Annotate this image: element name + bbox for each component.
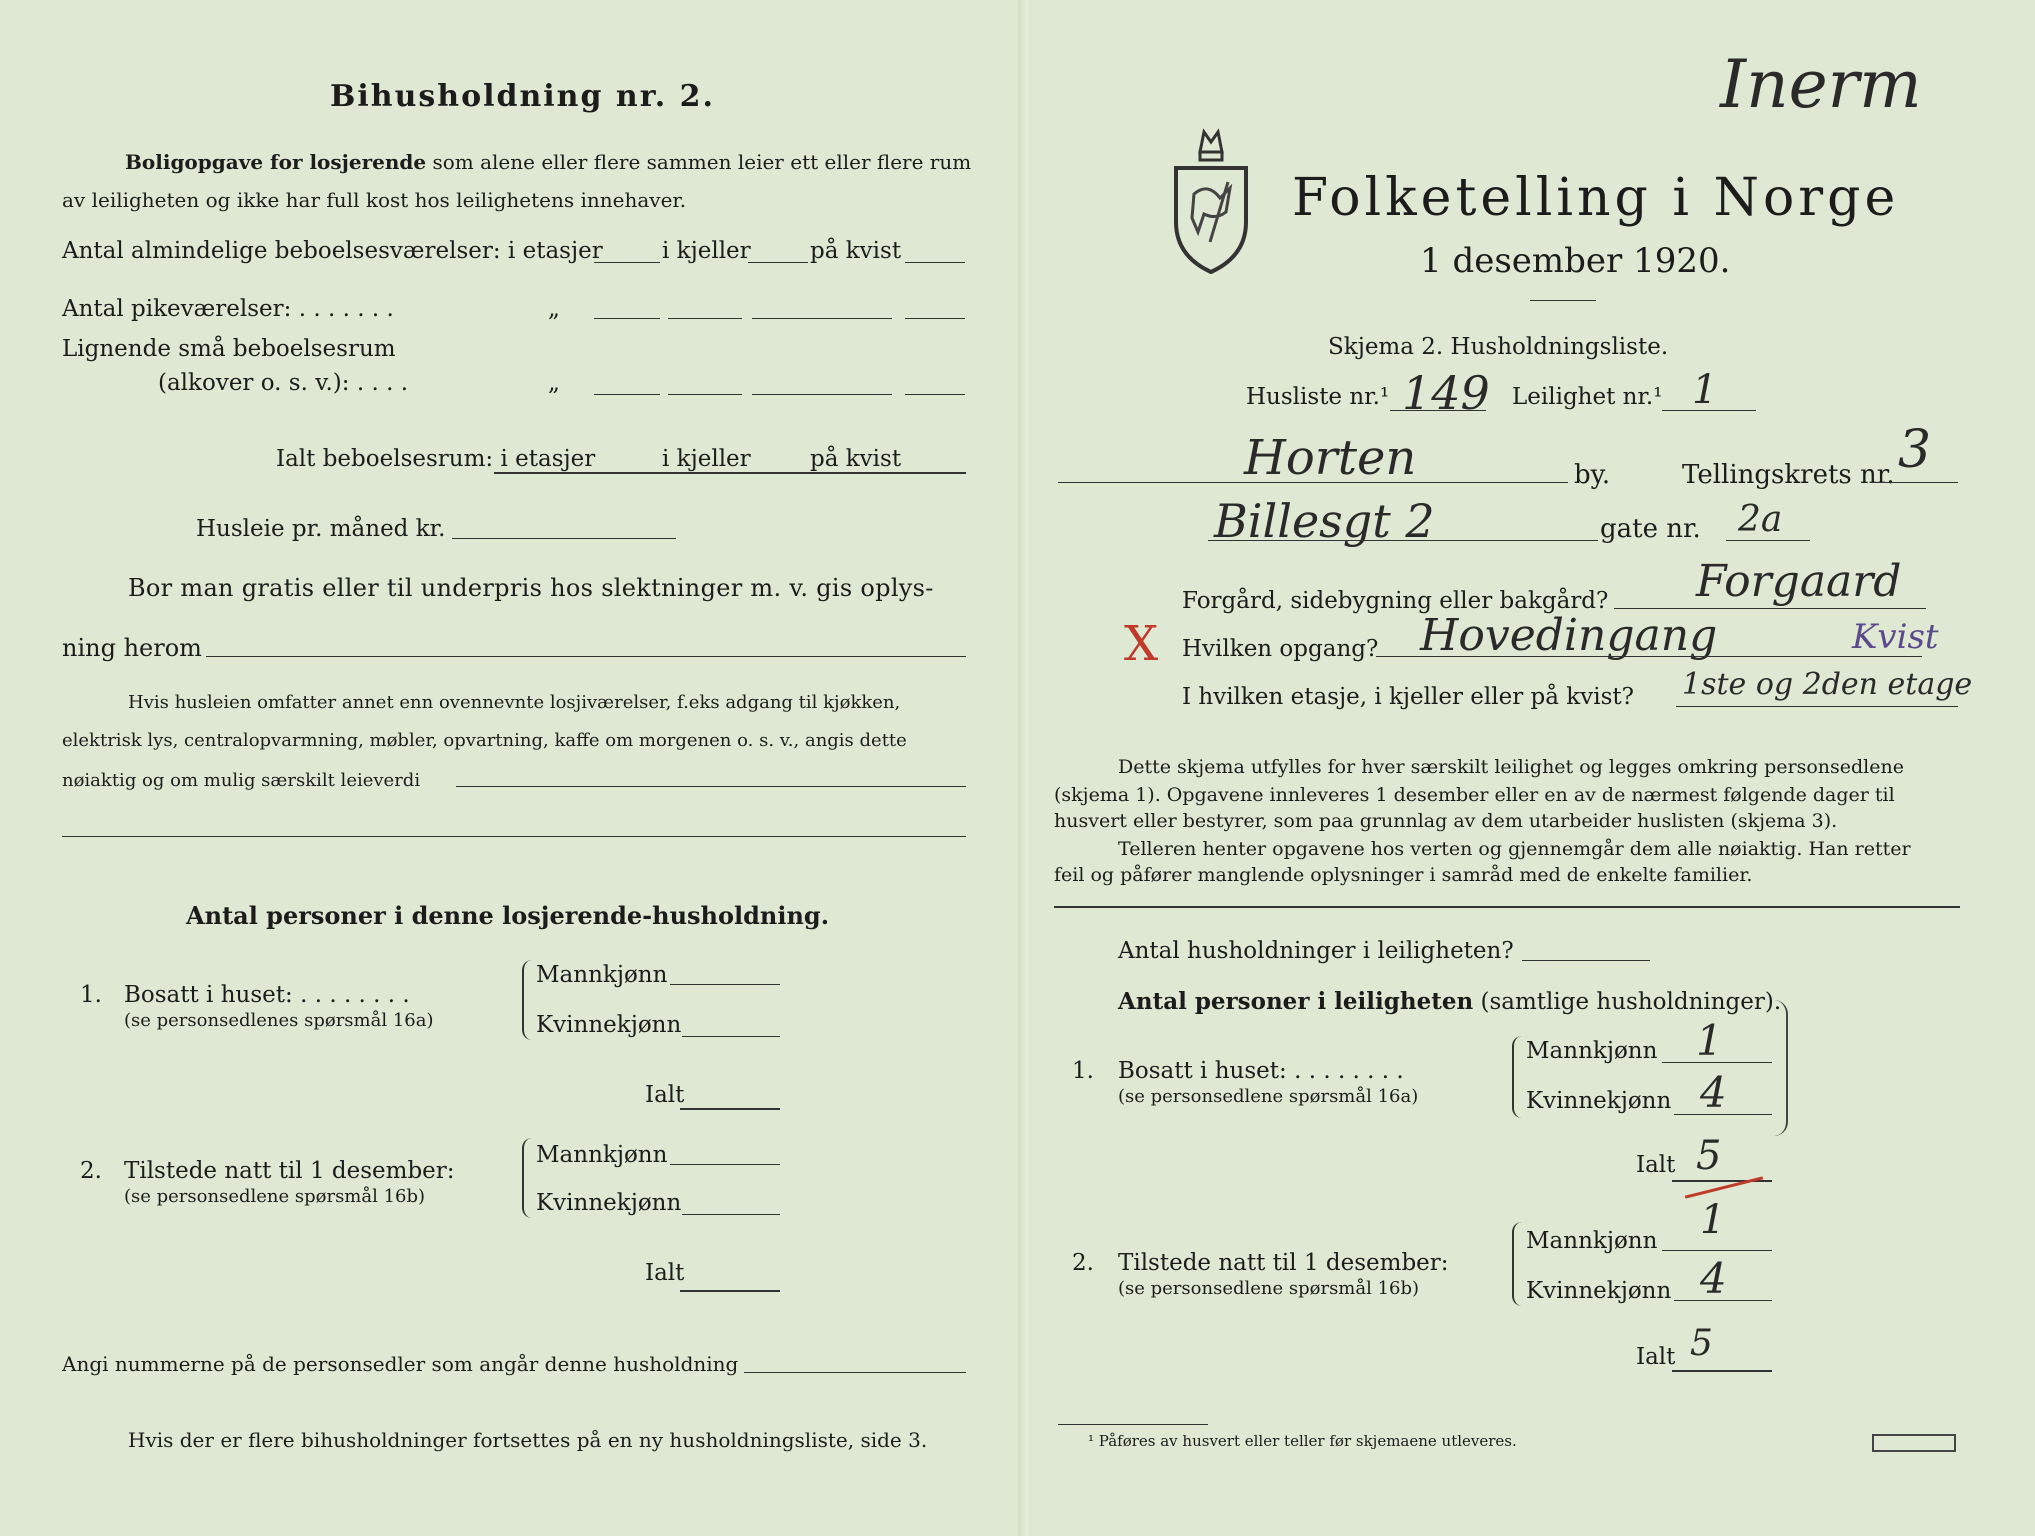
note-line3: husvert eller bestyrer, som paa grunnlag av dem utarbeider huslisten (skjema 3). <box>1054 810 1838 832</box>
note-line4: Telleren henter opgavene hos verten og gjennemgår dem alle nøiaktig. Han retter <box>1118 838 1911 860</box>
note-line5: feil og påfører manglende oplysninger i samråd med de enkelte familier. <box>1054 864 1753 886</box>
right-q1-kvinne-label: Kvinnekjønn <box>1526 1088 1672 1114</box>
right-q1-num: 1. <box>1072 1058 1094 1084</box>
hvis-line2: elektrisk lys, centralopvarmning, møbler, opvartning, kaffe om morgenen o. s. v., angis dette <box>62 730 907 751</box>
husliste-field[interactable] <box>1390 410 1486 411</box>
right-q2-mann-label: Mannkjønn <box>1526 1228 1658 1254</box>
printer-stamp <box>1872 1434 1956 1452</box>
left-q1-kvinne-field[interactable] <box>682 1036 780 1037</box>
alkover-mid-field[interactable] <box>752 394 892 395</box>
right-q1-label: Bosatt i huset: . . . . . . . . <box>1118 1058 1404 1084</box>
persons-heading-rest: (samtlige husholdninger). <box>1480 989 1782 1015</box>
left-q1-mann-field[interactable] <box>670 984 780 985</box>
left-q1-num: 1. <box>80 982 102 1008</box>
alkover-kvist-field[interactable] <box>905 394 965 395</box>
intro-bold: Boligopgave for losjerende <box>125 150 427 174</box>
footnote: ¹ Påføres av husvert eller teller før skjemaene utleveres. <box>1088 1432 1517 1450</box>
left-q1-mann-label: Mannkjønn <box>536 962 668 988</box>
right-q1-brace <box>1512 1036 1524 1118</box>
left-q2-label: Tilstede natt til 1 desember: <box>124 1158 455 1184</box>
angi-field[interactable] <box>744 1372 966 1373</box>
husliste-label: Husliste nr.¹ <box>1246 384 1390 410</box>
gate-field[interactable] <box>1726 540 1810 541</box>
opgang-mark: X <box>1124 616 1159 672</box>
krets-value: 3 <box>1898 420 1932 480</box>
alkover-ditto: „ <box>548 370 560 396</box>
ialt-kvist-label: på kvist <box>810 446 902 472</box>
right-q2-ialt-field[interactable] <box>1672 1370 1772 1372</box>
pike-label: Antal pikeværelser: . . . . . . . <box>62 296 394 322</box>
rooms-kvist-field[interactable] <box>905 262 965 263</box>
opgang-label: Hvilken opgang? <box>1182 636 1379 662</box>
right-q2-ialt-value: 5 <box>1690 1323 1713 1364</box>
rooms-kvist-label: på kvist <box>810 238 902 264</box>
left-q1-kvinne-label: Kvinnekjønn <box>536 1012 682 1038</box>
krets-field[interactable] <box>1870 482 1958 483</box>
right-q1-sub: (se personsedlene spørsmål 16a) <box>1118 1086 1419 1107</box>
left-q2-ialt-field[interactable] <box>680 1290 780 1292</box>
etasje-correction: Kvist <box>1852 617 1939 657</box>
note-line1: Dette skjema utfylles for hver særskilt leilighet og legges omkring personsedlene <box>1118 756 1904 778</box>
right-q2-mann-value: 1 <box>1700 1197 1726 1243</box>
left-q2-num: 2. <box>80 1158 102 1184</box>
left-intro-line2: av leiligheten og ikke har full kost hos leilighetens innehaver. <box>62 188 687 212</box>
hvis-line1: Hvis husleien omfatter annet enn ovennevnte losjiværelser, f.eks adgang til kjøkken, <box>128 692 901 713</box>
right-q1-ialt-label: Ialt <box>1636 1152 1676 1178</box>
opgang-value: Hovedingang <box>1420 610 1718 661</box>
pike-ditto: „ <box>548 296 560 322</box>
husleie-field[interactable] <box>452 538 676 539</box>
right-q2-sub: (se personsedlene spørsmål 16b) <box>1118 1278 1420 1299</box>
bor-line2: ning herom <box>62 634 202 662</box>
left-intro-line1 <box>125 152 971 172</box>
hush-field[interactable] <box>1522 960 1650 961</box>
street-value: Billesgt 2 <box>1214 494 1435 548</box>
left-q2-kvinne-label: Kvinnekjønn <box>536 1190 682 1216</box>
gate-label: gate nr. <box>1600 514 1701 544</box>
right-date: 1 desember 1920. <box>1420 241 1731 281</box>
corner-signature: Inerm <box>1720 46 1922 123</box>
ialt-rooms-underline <box>494 472 966 474</box>
right-title: Folketelling i Norge <box>1292 168 1900 228</box>
rooms-kjeller-label: i kjeller <box>662 238 751 264</box>
bor-line1: Bor man gratis eller til underpris hos slektninger m. v. gis oplys- <box>128 574 934 602</box>
page-fold <box>1018 0 1032 1536</box>
leieverdi-field[interactable] <box>456 786 966 787</box>
right-q2-label: Tilstede natt til 1 desember: <box>1118 1250 1449 1276</box>
alkover-label: (alkover o. s. v.): . . . . <box>158 370 409 396</box>
left-q1-label: Bosatt i huset: . . . . . . . . <box>124 982 410 1008</box>
etasje-label: I hvilken etasje, i kjeller eller på kvist? <box>1182 684 1634 710</box>
leilighet-field[interactable] <box>1662 410 1756 411</box>
rooms-etasjer-field[interactable] <box>594 262 660 263</box>
ialt-rooms-label: Ialt beboelsesrum: i etasjer <box>276 446 596 472</box>
right-persons-heading <box>1118 990 1781 1014</box>
left-q1-brace <box>522 960 534 1040</box>
opgang-field[interactable] <box>1376 656 1922 657</box>
right-q2-ialt-label: Ialt <box>1636 1344 1676 1370</box>
hush-label: Antal husholdninger i leiligheten? <box>1118 938 1514 964</box>
right-q2-num: 2. <box>1072 1250 1094 1276</box>
right-q2-kvinne-label: Kvinnekjønn <box>1526 1278 1672 1304</box>
left-q2-mann-label: Mannkjønn <box>536 1142 668 1168</box>
krets-label: Tellingskrets nr. <box>1682 460 1895 490</box>
left-persons-heading: Antal personer i denne losjerende-husholdning. <box>186 901 830 930</box>
gate-value: 2a <box>1738 499 1783 540</box>
alkover-etasjer-field[interactable] <box>594 394 660 395</box>
left-q1-sub: (se personsedlenes spørsmål 16a) <box>124 1010 434 1031</box>
by-field[interactable] <box>1058 482 1568 483</box>
right-q1-mann-field[interactable] <box>1662 1062 1772 1063</box>
pike-mid-field[interactable] <box>752 318 892 319</box>
leieverdi-field-2[interactable] <box>62 836 966 837</box>
intro-rest: som alene eller flere sammen leier ett eller flere rum <box>432 150 972 174</box>
rooms-kjeller-field[interactable] <box>748 262 808 263</box>
right-q2-brace <box>1512 1222 1524 1306</box>
right-q1-mann-value: 1 <box>1696 1016 1723 1065</box>
right-q1-kvinne-field[interactable] <box>1674 1114 1772 1115</box>
persons-heading-bold: Antal personer i leiligheten <box>1118 988 1474 1015</box>
street-field[interactable] <box>1208 540 1598 541</box>
etasje-value: 1ste og 2den etage <box>1682 667 1973 702</box>
rooms-label: Antal almindelige beboelsesværelser: i etasjer <box>62 238 603 264</box>
skjema-label: Skjema 2. Husholdningsliste. <box>1328 334 1669 360</box>
right-q1-mann-label: Mannkjønn <box>1526 1038 1658 1064</box>
hvis-line3: nøiaktig og om mulig særskilt leieverdi <box>62 770 421 791</box>
leilighet-label: Leilighet nr.¹ <box>1512 384 1663 410</box>
forgaard-label: Forgård, sidebygning eller bakgård? <box>1182 588 1609 614</box>
husliste-value: 149 <box>1402 366 1490 420</box>
alkover-kjeller-field[interactable] <box>668 394 742 395</box>
pike-kvist-field[interactable] <box>905 318 965 319</box>
left-q1-ialt-field[interactable] <box>680 1108 780 1110</box>
angi-label: Angi nummerne på de personsedler som angår denne husholdning <box>62 1352 739 1376</box>
note-divider <box>1054 906 1960 908</box>
right-q1-kvinne-value: 4 <box>1700 1068 1727 1117</box>
left-q1-ialt-label: Ialt <box>645 1082 685 1108</box>
left-q2-sub: (se personsedlene spørsmål 16b) <box>124 1186 426 1207</box>
left-q2-kvinne-field[interactable] <box>682 1214 780 1215</box>
coat-of-arms-icon <box>1170 122 1252 274</box>
lignende-label: Lignende små beboelsesrum <box>62 336 396 362</box>
by-label: by. <box>1574 460 1611 490</box>
left-title: Bihusholdning nr. 2. <box>330 79 715 114</box>
left-q2-ialt-label: Ialt <box>645 1260 685 1286</box>
left-q2-brace <box>522 1138 534 1218</box>
by-value: Horten <box>1244 430 1417 486</box>
right-q1-bracket <box>1774 1000 1788 1136</box>
left-q2-mann-field[interactable] <box>670 1164 780 1165</box>
right-q2-kvinne-value: 4 <box>1700 1254 1727 1303</box>
bor-field[interactable] <box>206 656 966 657</box>
ialt-kjeller-label: i kjeller <box>662 446 751 472</box>
right-q1-ialt-value: 5 <box>1696 1133 1722 1179</box>
right-q2-kvinne-field[interactable] <box>1674 1300 1772 1301</box>
leilighet-value: 1 <box>1692 367 1718 413</box>
left-footer: Hvis der er flere bihusholdninger fortsettes på en ny husholdningsliste, side 3. <box>128 1428 928 1452</box>
husleie-label: Husleie pr. måned kr. <box>196 516 446 542</box>
forgaard-value: Forgaard <box>1696 556 1902 607</box>
date-rule <box>1530 300 1596 301</box>
pike-kjeller-field[interactable] <box>668 318 742 319</box>
pike-etasjer-field[interactable] <box>594 318 660 319</box>
forgaard-field[interactable] <box>1614 608 1926 609</box>
footnote-rule <box>1058 1424 1208 1425</box>
right-q2-mann-field[interactable] <box>1662 1250 1772 1251</box>
note-line2: (skjema 1). Opgavene innleveres 1 desember eller en av de nærmest følgende dager til <box>1054 784 1895 806</box>
etasje-field[interactable] <box>1676 706 1958 707</box>
